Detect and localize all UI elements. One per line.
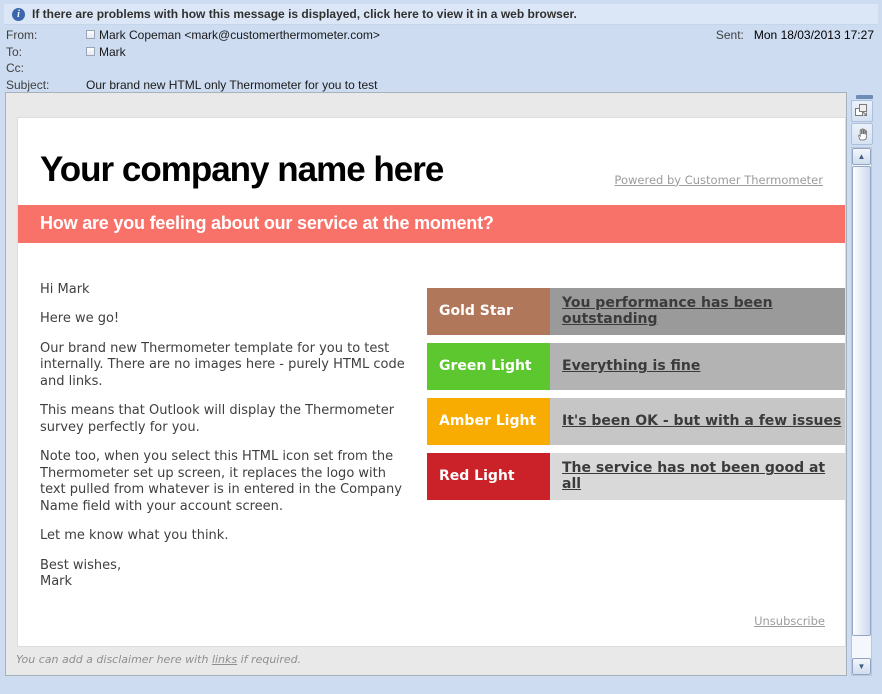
gold-star-link[interactable] (550, 288, 845, 335)
cc-row (6, 60, 874, 75)
scrollbar-thumb[interactable] (852, 166, 871, 636)
message-body-area (5, 92, 847, 676)
from-value[interactable]: Mark Copeman <mark@customerthermometer.com> (99, 27, 380, 42)
sent-value: Mon 18/03/2013 17:27 (753, 27, 874, 42)
button-link-text[interactable]: Everything is fine (562, 358, 701, 375)
amber-light-label (427, 398, 550, 445)
letter-text (40, 282, 427, 591)
email-card (17, 117, 846, 647)
signoff-name: Mark (40, 574, 73, 590)
gold-star-label (427, 288, 550, 335)
red-light-label (427, 453, 550, 500)
subject-value: Our brand new HTML only Thermometer for you to test (86, 77, 378, 92)
pan-hand-icon (855, 127, 870, 142)
pop-out-button[interactable] (851, 100, 873, 122)
info-bar-text[interactable]: If there are problems with how this message is displayed, click here to view it in a web browser. (32, 7, 577, 21)
red-light-link[interactable] (550, 453, 845, 500)
button-link-text[interactable]: You performance has been outstanding (562, 295, 773, 328)
amber-light-link[interactable] (550, 398, 845, 445)
button-label-text: Amber Light (439, 413, 537, 430)
survey-row-gold-star (427, 288, 845, 335)
green-light-link[interactable] (550, 343, 845, 390)
scroll-down-icon: ▼ (857, 662, 866, 671)
disclaimer-links-link[interactable]: links (211, 653, 238, 666)
company-name-heading: Your company name here (40, 150, 444, 189)
vertical-scrollbar[interactable] (851, 147, 872, 676)
button-link-text[interactable]: The service has not been good at all (562, 460, 826, 493)
unsubscribe-link[interactable]: Unsubscribe (754, 614, 825, 628)
message-info-bar[interactable] (4, 4, 878, 25)
sent-block (716, 27, 874, 42)
email-main (18, 282, 845, 591)
button-label-text: Green Light (439, 358, 532, 375)
scroll-up-button[interactable] (852, 148, 871, 165)
survey-buttons (427, 288, 845, 591)
survey-row-red-light (427, 453, 845, 500)
to-row (6, 44, 874, 59)
sent-label: Sent: (715, 27, 744, 42)
scroll-up-icon: ▲ (857, 152, 866, 161)
paragraph: This means that Outlook will display the Thermometer survey perfectly for you. (40, 403, 395, 435)
disclaimer-text (16, 653, 301, 666)
paragraph: Let me know what you think. (40, 528, 229, 544)
green-light-label (427, 343, 550, 390)
scroll-down-button[interactable] (852, 658, 871, 675)
paragraph: Note too, when you select this HTML icon set from the Thermometer set up screen, it replaces the logo with text pulled from whatever is in entered in the Company Name field with your account screen. (40, 449, 402, 514)
pane-splitter-handle[interactable] (856, 95, 873, 99)
pop-out-icon (854, 103, 870, 119)
powered-by-link[interactable]: Powered by Customer Thermometer (614, 172, 823, 187)
disclaimer-suffix: if required. (237, 653, 302, 666)
survey-row-green-light (427, 343, 845, 390)
subject-row (6, 77, 874, 92)
presence-indicator (86, 30, 95, 39)
button-link-text[interactable]: It's been OK - but with a few issues (562, 413, 842, 430)
to-value[interactable]: Mark (99, 44, 126, 59)
from-label: From: (6, 27, 38, 42)
info-icon: i (12, 8, 25, 21)
survey-row-amber-light (427, 398, 845, 445)
to-label: To: (6, 44, 23, 59)
disclaimer-prefix: You can add a disclaimer here with (16, 653, 212, 666)
signoff-line: Best wishes, (40, 557, 122, 573)
paragraph: Our brand new Thermometer template for you to test internally. There are no images here - purely HTML code and links. (40, 340, 405, 389)
button-label-text: Gold Star (439, 303, 513, 320)
pan-button[interactable] (851, 123, 873, 145)
cc-label: Cc: (6, 60, 24, 75)
banner-text: How are you feeling about our service at the moment? (40, 213, 494, 234)
subject-label: Subject: (6, 77, 50, 92)
presence-indicator (86, 47, 95, 56)
paragraph: Here we go! (40, 311, 120, 327)
button-label-text: Red Light (439, 468, 515, 485)
paragraph: Hi Mark (40, 281, 90, 297)
email-header (40, 152, 823, 189)
survey-question-banner (18, 205, 845, 243)
